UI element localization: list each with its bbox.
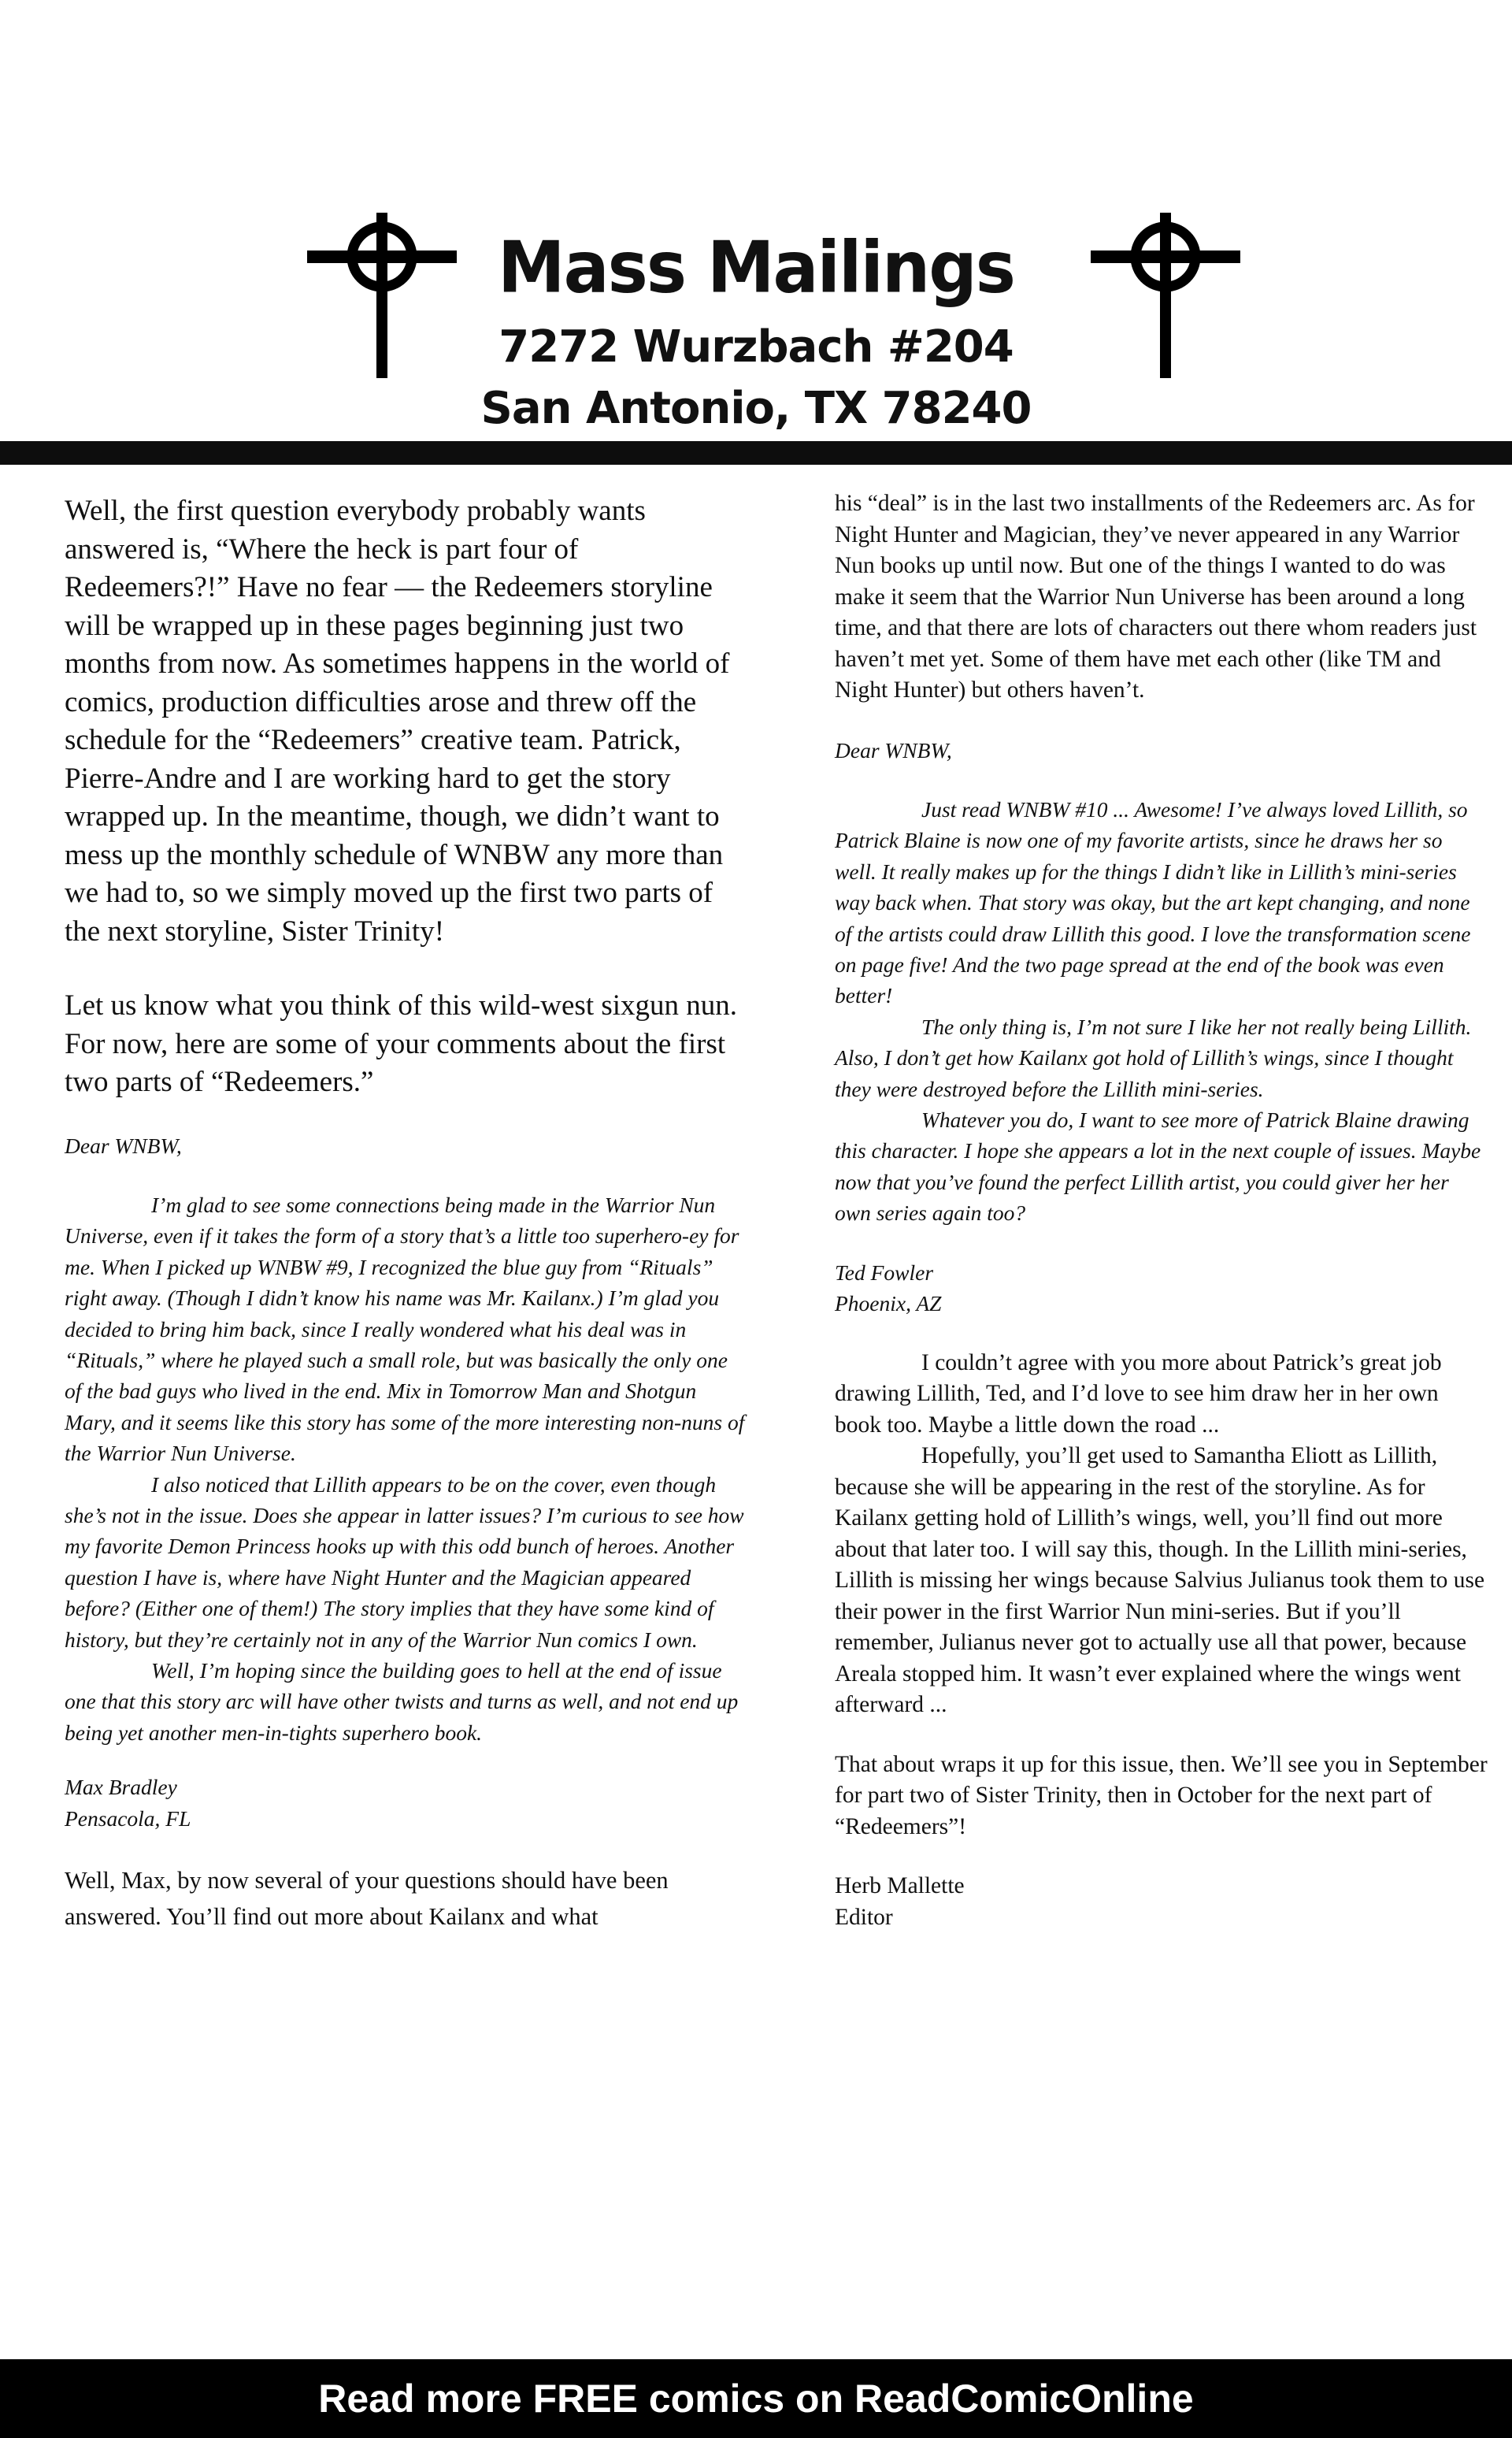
- editor-reply: Hopefully, you’ll get used to Samantha Eliott as Lillith, because she will be appearing in the rest of the storyline. As for Kailanx getting hold of Lillith’s wings, well, you’ll find out more about that later too. I will say this, though. In the Lillith mini-series, Lillith is missing her wings because Salvius Julianus took them to use their power in the first Warrior Nun mini-series. But if you’ll remember, Julianus never got to actually use all that power, because Areala stopped him. It wasn’t ever explained where the wings went afterward ...: [835, 1443, 1485, 1718]
- letter-signature-name: Max Bradley: [65, 1775, 177, 1800]
- address-street: 7272 Wurzbach #204: [498, 321, 1014, 373]
- right-column: [835, 488, 1488, 1933]
- letter-signature-name: Ted Fowler: [835, 1260, 934, 1285]
- editor-reply: his “deal” is in the last two installments of the Redeemers arc. As for Night Hunter and Magician, they’ve never appeared in any Warrior Nun books up until now. But one of the things I wanted to do was make it seem that the Warrior Nun Universe has been around a long time, and that there are lots of characters out there whom readers just haven’t met yet. Some of them have met each other (like TM and Night Hunter) but others haven’t.: [835, 491, 1477, 703]
- letter-paragraph: I also noticed that Lillith appears to be on the cover, even though she’s not in the issue. Does she appear in latter issues? I’m curious to see how my favorite Demon Princess hooks up with this odd bunch of heroes. Another question I have is, where have Night Hunter and the Magician appeared before? (Either one of them!) The story implies that they have some kind of history, but they’re certainly not in any of the Warrior Nun comics I own.: [65, 1471, 744, 1652]
- editor-reply: Well, Max, by now several of your questions should have been answered. You’ll find out more about Kailanx and what: [65, 1867, 669, 1931]
- intro-paragraph: Well, the first question everybody probably wants answered is, “Where the heck is part four of Redeemers?!” Have no fear — the Redeemers storyline will be wrapped up in these pages beginning just two months from now. As sometimes happens in the world of comics, production difficulties arose and threw off the schedule for the “Redeemers” creative team. Patrick, Pierre-Andre and I are working hard to get the story wrapped up. In the meantime, though, we didn’t want to mess up the monthly schedule of WNBW any more than we had to, so we simply moved up the first two parts of the next storyline, Sister Trinity!: [65, 495, 730, 948]
- letter-signature-place: Pensacola, FL: [65, 1805, 191, 1831]
- column-title: Mass Mailings: [498, 226, 1014, 310]
- intro-paragraph: Let us know what you think of this wild-west sixgun nun. For now, here are some of your comments about the first two parts of “Redeemers.”: [65, 989, 738, 1098]
- promo-banner[interactable]: Read more FREE comics on ReadComicOnline: [0, 2359, 1512, 2438]
- editor-reply: I couldn’t agree with you more about Patrick’s great job drawing Lillith, Ted, and I’d love to see him draw her in her own book too. Maybe a little down the road ...: [835, 1349, 1442, 1438]
- letter-signature-place: Phoenix, AZ: [835, 1291, 942, 1316]
- masthead: [0, 213, 1512, 433]
- letter-paragraph: Just read WNBW #10 ... Awesome! I’ve always loved Lillith, so Patrick Blaine is now one of my favorite artists, since he draws her so well. It really makes up for the things I didn’t like in Lillith’s mini-series way back when. That story was okay, but the art kept changing, and none of the artists could draw Lillith this good. I love the transformation scene on page five! And the two page spread at the end of the book was even better!: [835, 796, 1471, 1008]
- letter-salutation: Dear WNBW,: [65, 1133, 182, 1158]
- editor-name: Herb Mallette: [835, 1873, 965, 1899]
- letter-salutation: Dear WNBW,: [835, 737, 952, 763]
- letter-paragraph: The only thing is, I’m not sure I like her not really being Lillith. Also, I don’t get how Kailanx got hold of Lillith’s wings, since I thought they were destroyed before the Lillith mini-series.: [835, 1014, 1472, 1101]
- editor-closing: That about wraps it up for this issue, then. We’ll see you in September for part two of Sister Trinity, then in October for the next part of “Redeemers”!: [835, 1751, 1488, 1839]
- left-column: [65, 492, 750, 1935]
- address-city: San Antonio, TX 78240: [480, 383, 1032, 434]
- letter-paragraph: I’m glad to see some connections being made in the Warrior Nun Universe, even if it takes the form of a story that’s a little too superhero-ey for me. When I picked up WNBW #9, I recognized the blue guy from “Rituals” right away. (Though I didn’t know his name was Mr. Kailanx.) I’m glad you decided to bring him back, since I really wondered what his deal was in “Rituals,” where he played such a small role, but was basically the only one of the bad guys who lived in the end. Mix in Tomorrow Man and Shotgun Mary, and it seems like this story has some of the more interesting non-nuns of the Warrior Nun Universe.: [65, 1192, 745, 1466]
- header-rule: [0, 441, 1512, 465]
- letter-paragraph: Well, I’m hoping since the building goes to hell at the end of issue one that this story arc will have other twists and turns as well, and not end up being yet another men-in-tights superhero book.: [65, 1658, 739, 1745]
- letter-paragraph: Whatever you do, I want to see more of Patrick Blaine drawing this character. I hope she appears a lot in the next couple of issues. Maybe now that you’ve found the perfect Lillith artist, you could giver her her own series again too?: [835, 1107, 1481, 1226]
- editor-title: Editor: [835, 1904, 893, 1930]
